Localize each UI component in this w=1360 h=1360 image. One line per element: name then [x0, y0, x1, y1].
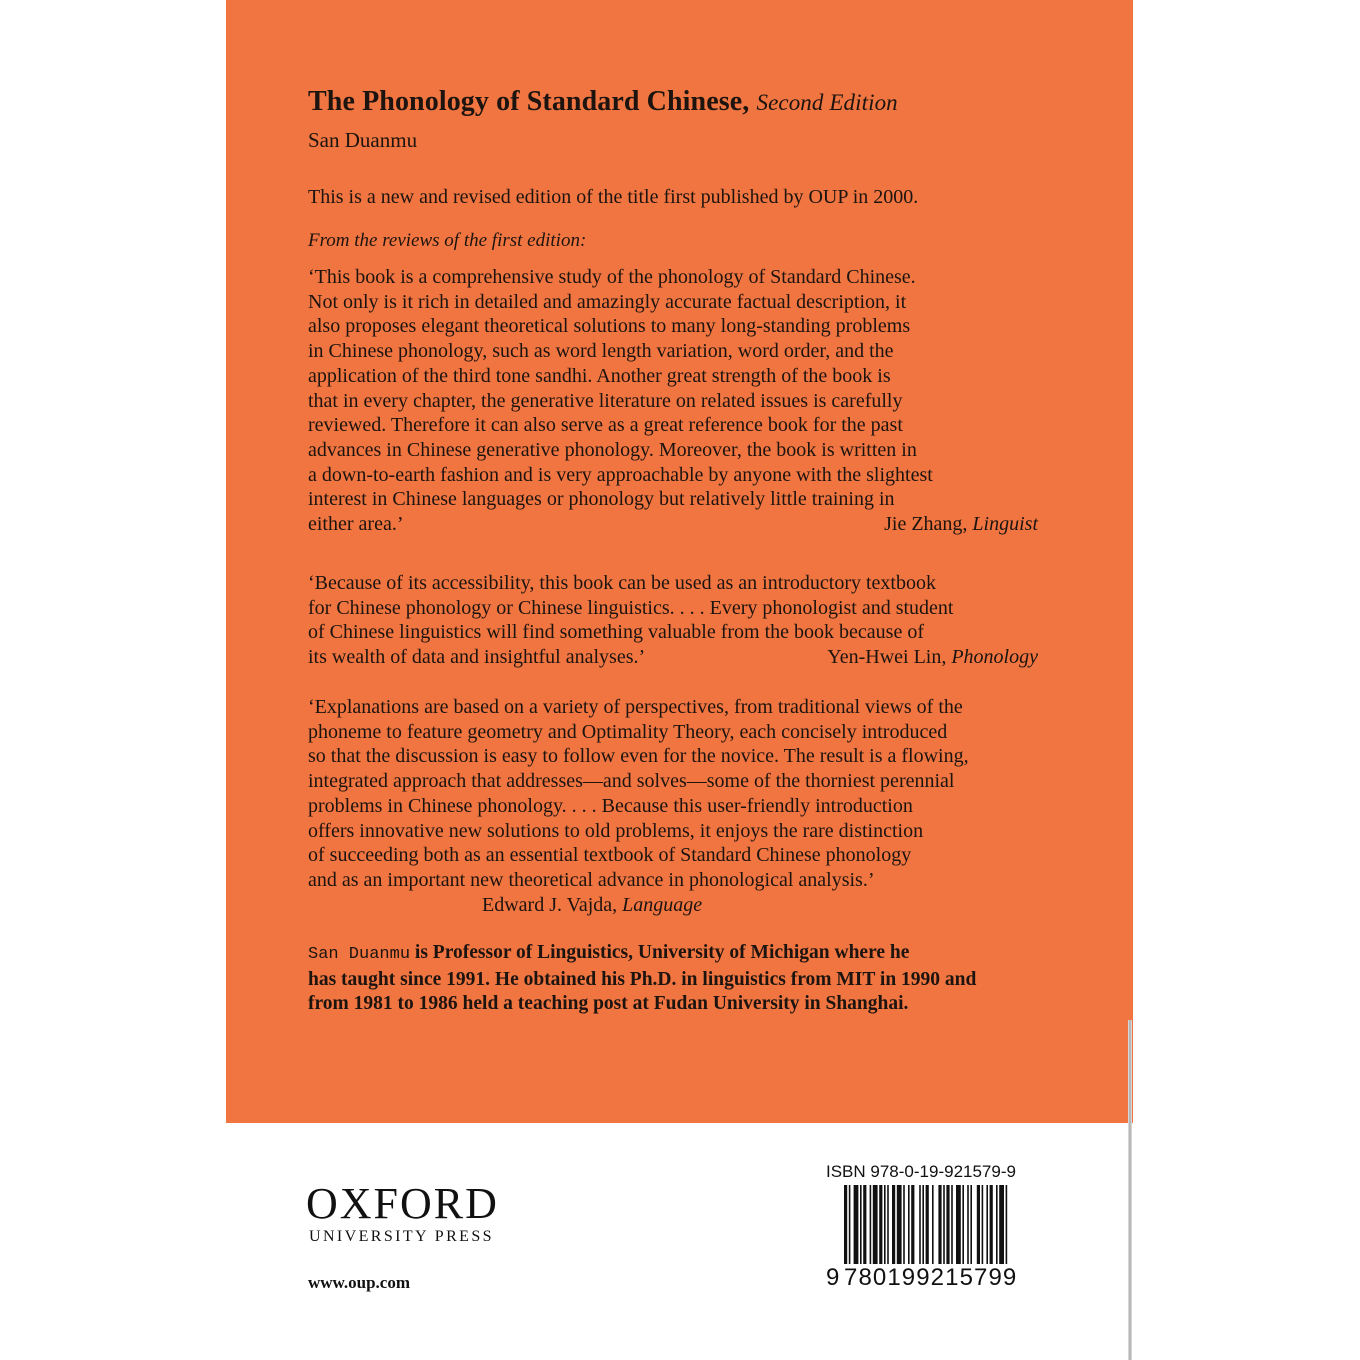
- barcode-bar: [922, 1185, 924, 1265]
- review-attribution: [884, 512, 1038, 537]
- barcode-digits: 780199215799: [826, 1264, 1017, 1292]
- barcode-bar: [970, 1185, 972, 1265]
- title-text: The Phonology of Standard Chinese,: [308, 86, 750, 117]
- edition-text: Second Edition: [756, 90, 898, 115]
- barcode-bar: [887, 1185, 889, 1265]
- review-last-line: [308, 512, 1038, 537]
- barcode-bar: [919, 1185, 921, 1265]
- barcode-bar: [943, 1185, 945, 1265]
- review-line: its wealth of data and insightful analyses.’: [308, 646, 646, 669]
- barcode-bar: [932, 1185, 934, 1265]
- barcode-bar: [982, 1185, 984, 1265]
- reviewer-name: Edward J. Vajda,: [482, 893, 618, 916]
- review-line: application of the third tone sandhi. Another great strength of the book is: [308, 364, 891, 387]
- oxford-logo: OXFORD: [306, 1179, 499, 1228]
- barcode-bar: [873, 1185, 878, 1265]
- review-quote: [308, 265, 1038, 537]
- review-attribution: [827, 645, 1038, 670]
- bio-author-name: San Duanmu: [308, 945, 411, 964]
- barcode-bar: [962, 1185, 964, 1265]
- review-line: a down-to-earth fashion and is very approachable by anyone with the slightest: [308, 463, 933, 486]
- review-line: for Chinese phonology or Chinese linguistics. . . . Every phonologist and student: [308, 596, 954, 619]
- barcode-bar: [990, 1185, 993, 1265]
- review-line: phoneme to feature geometry and Optimality Theory, each concisely introduced: [308, 720, 948, 743]
- review-source: Linguist: [972, 513, 1038, 536]
- barcode-bar: [870, 1185, 872, 1265]
- bio-line: [308, 941, 1068, 968]
- review-line: so that the discussion is easy to follow even for the novice. The result is a flowing,: [308, 745, 969, 768]
- review-line: offers innovative new solutions to old problems, it enjoys the rare distinction: [308, 819, 924, 842]
- review-line: problems in Chinese phonology. . . . Because this user-friendly introduction: [308, 794, 913, 817]
- review-line: that in every chapter, the generative literature on related issues is carefully: [308, 389, 903, 412]
- barcode-bar: [977, 1185, 980, 1265]
- review-line: of succeeding both as an essential textbook of Standard Chinese phonology: [308, 844, 912, 867]
- review-attribution: [308, 893, 1068, 918]
- publisher-website: www.oup.com: [308, 1273, 411, 1292]
- barcode-bar: [908, 1185, 910, 1265]
- review-line: integrated approach that addresses—and solves—some of the thorniest perennial: [308, 770, 955, 793]
- review-quote: [308, 695, 1068, 917]
- barcode-bar: [897, 1185, 902, 1265]
- review-line: of Chinese linguistics will find something valuable from the book because of: [308, 621, 924, 644]
- review-line: Not only is it rich in detailed and amazingly accurate factual description, it: [308, 290, 907, 313]
- author-bio: [308, 941, 1068, 1017]
- review-line: and as an important new theoretical advance in phonological analysis.’: [308, 868, 875, 891]
- author-name: San Duanmu: [308, 128, 418, 152]
- barcode-bar: [863, 1185, 866, 1265]
- orange-panel: [226, 0, 1133, 1123]
- reviewer-name: Yen-Hwei Lin,: [827, 646, 947, 669]
- bio-text: is Professor of Linguistics, University of Michigan where he: [414, 942, 910, 963]
- barcode-bar: [879, 1185, 882, 1265]
- review-line: ‘Because of its accessibility, this book can be used as an introductory textbook: [308, 572, 936, 594]
- barcode-bar: [911, 1185, 914, 1265]
- review-line: advances in Chinese generative phonology. Moreover, the book is written in: [308, 438, 917, 461]
- review-line: also proposes elegant theoretical solutions to many long-standing problems: [308, 315, 911, 338]
- review-line: ‘Explanations are based on a variety of perspectives, from traditional views of the: [308, 696, 963, 718]
- barcode-bar: [946, 1185, 949, 1265]
- university-press-label: UNIVERSITY PRESS: [309, 1228, 494, 1245]
- review-line: reviewed. Therefore it can also serve as a great reference book for the past: [308, 414, 903, 437]
- barcode-bar: [967, 1185, 969, 1265]
- review-source: Phonology: [951, 646, 1038, 669]
- book-title: [308, 86, 1068, 118]
- barcode-first-digit: 9: [826, 1264, 840, 1291]
- barcode-bar: [854, 1185, 859, 1265]
- barcode-bar: [892, 1185, 895, 1265]
- reviews-heading: From the reviews of the first edition:: [308, 230, 587, 251]
- barcode-bar: [951, 1185, 953, 1265]
- bio-line: has taught since 1991. He obtained his Ph.D. in linguistics from MIT in 1990 and: [308, 968, 977, 990]
- barcode-bar: [996, 1185, 998, 1265]
- review-line: interest in Chinese languages or phonology but relatively little training in: [308, 488, 895, 511]
- edition-intro: This is a new and revised edition of the title first published by OUP in 2000.: [308, 186, 919, 208]
- barcode-bar: [999, 1185, 1004, 1265]
- barcode-bar: [903, 1185, 905, 1265]
- barcode-bar: [860, 1185, 862, 1265]
- back-cover: [226, 0, 1133, 1360]
- reviewer-name: Jie Zhang,: [884, 513, 968, 536]
- review-last-line: [308, 645, 1038, 670]
- review-line: in Chinese phonology, such as word length variation, word order, and the: [308, 340, 894, 363]
- barcode-bar: [884, 1185, 886, 1265]
- review-quote: [308, 571, 1038, 670]
- bio-line: from 1981 to 1986 held a teaching post at Fudan University in Shanghai.: [308, 993, 909, 1015]
- barcode-bar: [986, 1185, 988, 1265]
- page-edge: [1128, 1020, 1132, 1360]
- barcode-bar: [956, 1185, 961, 1265]
- review-line: ‘This book is a comprehensive study of the phonology of Standard Chinese.: [308, 266, 916, 288]
- isbn-label: ISBN 978-0-19-921579-9: [826, 1162, 1016, 1181]
- barcode-bar: [938, 1185, 941, 1265]
- review-line: either area.’: [308, 513, 404, 536]
- review-source: Language: [622, 893, 703, 916]
